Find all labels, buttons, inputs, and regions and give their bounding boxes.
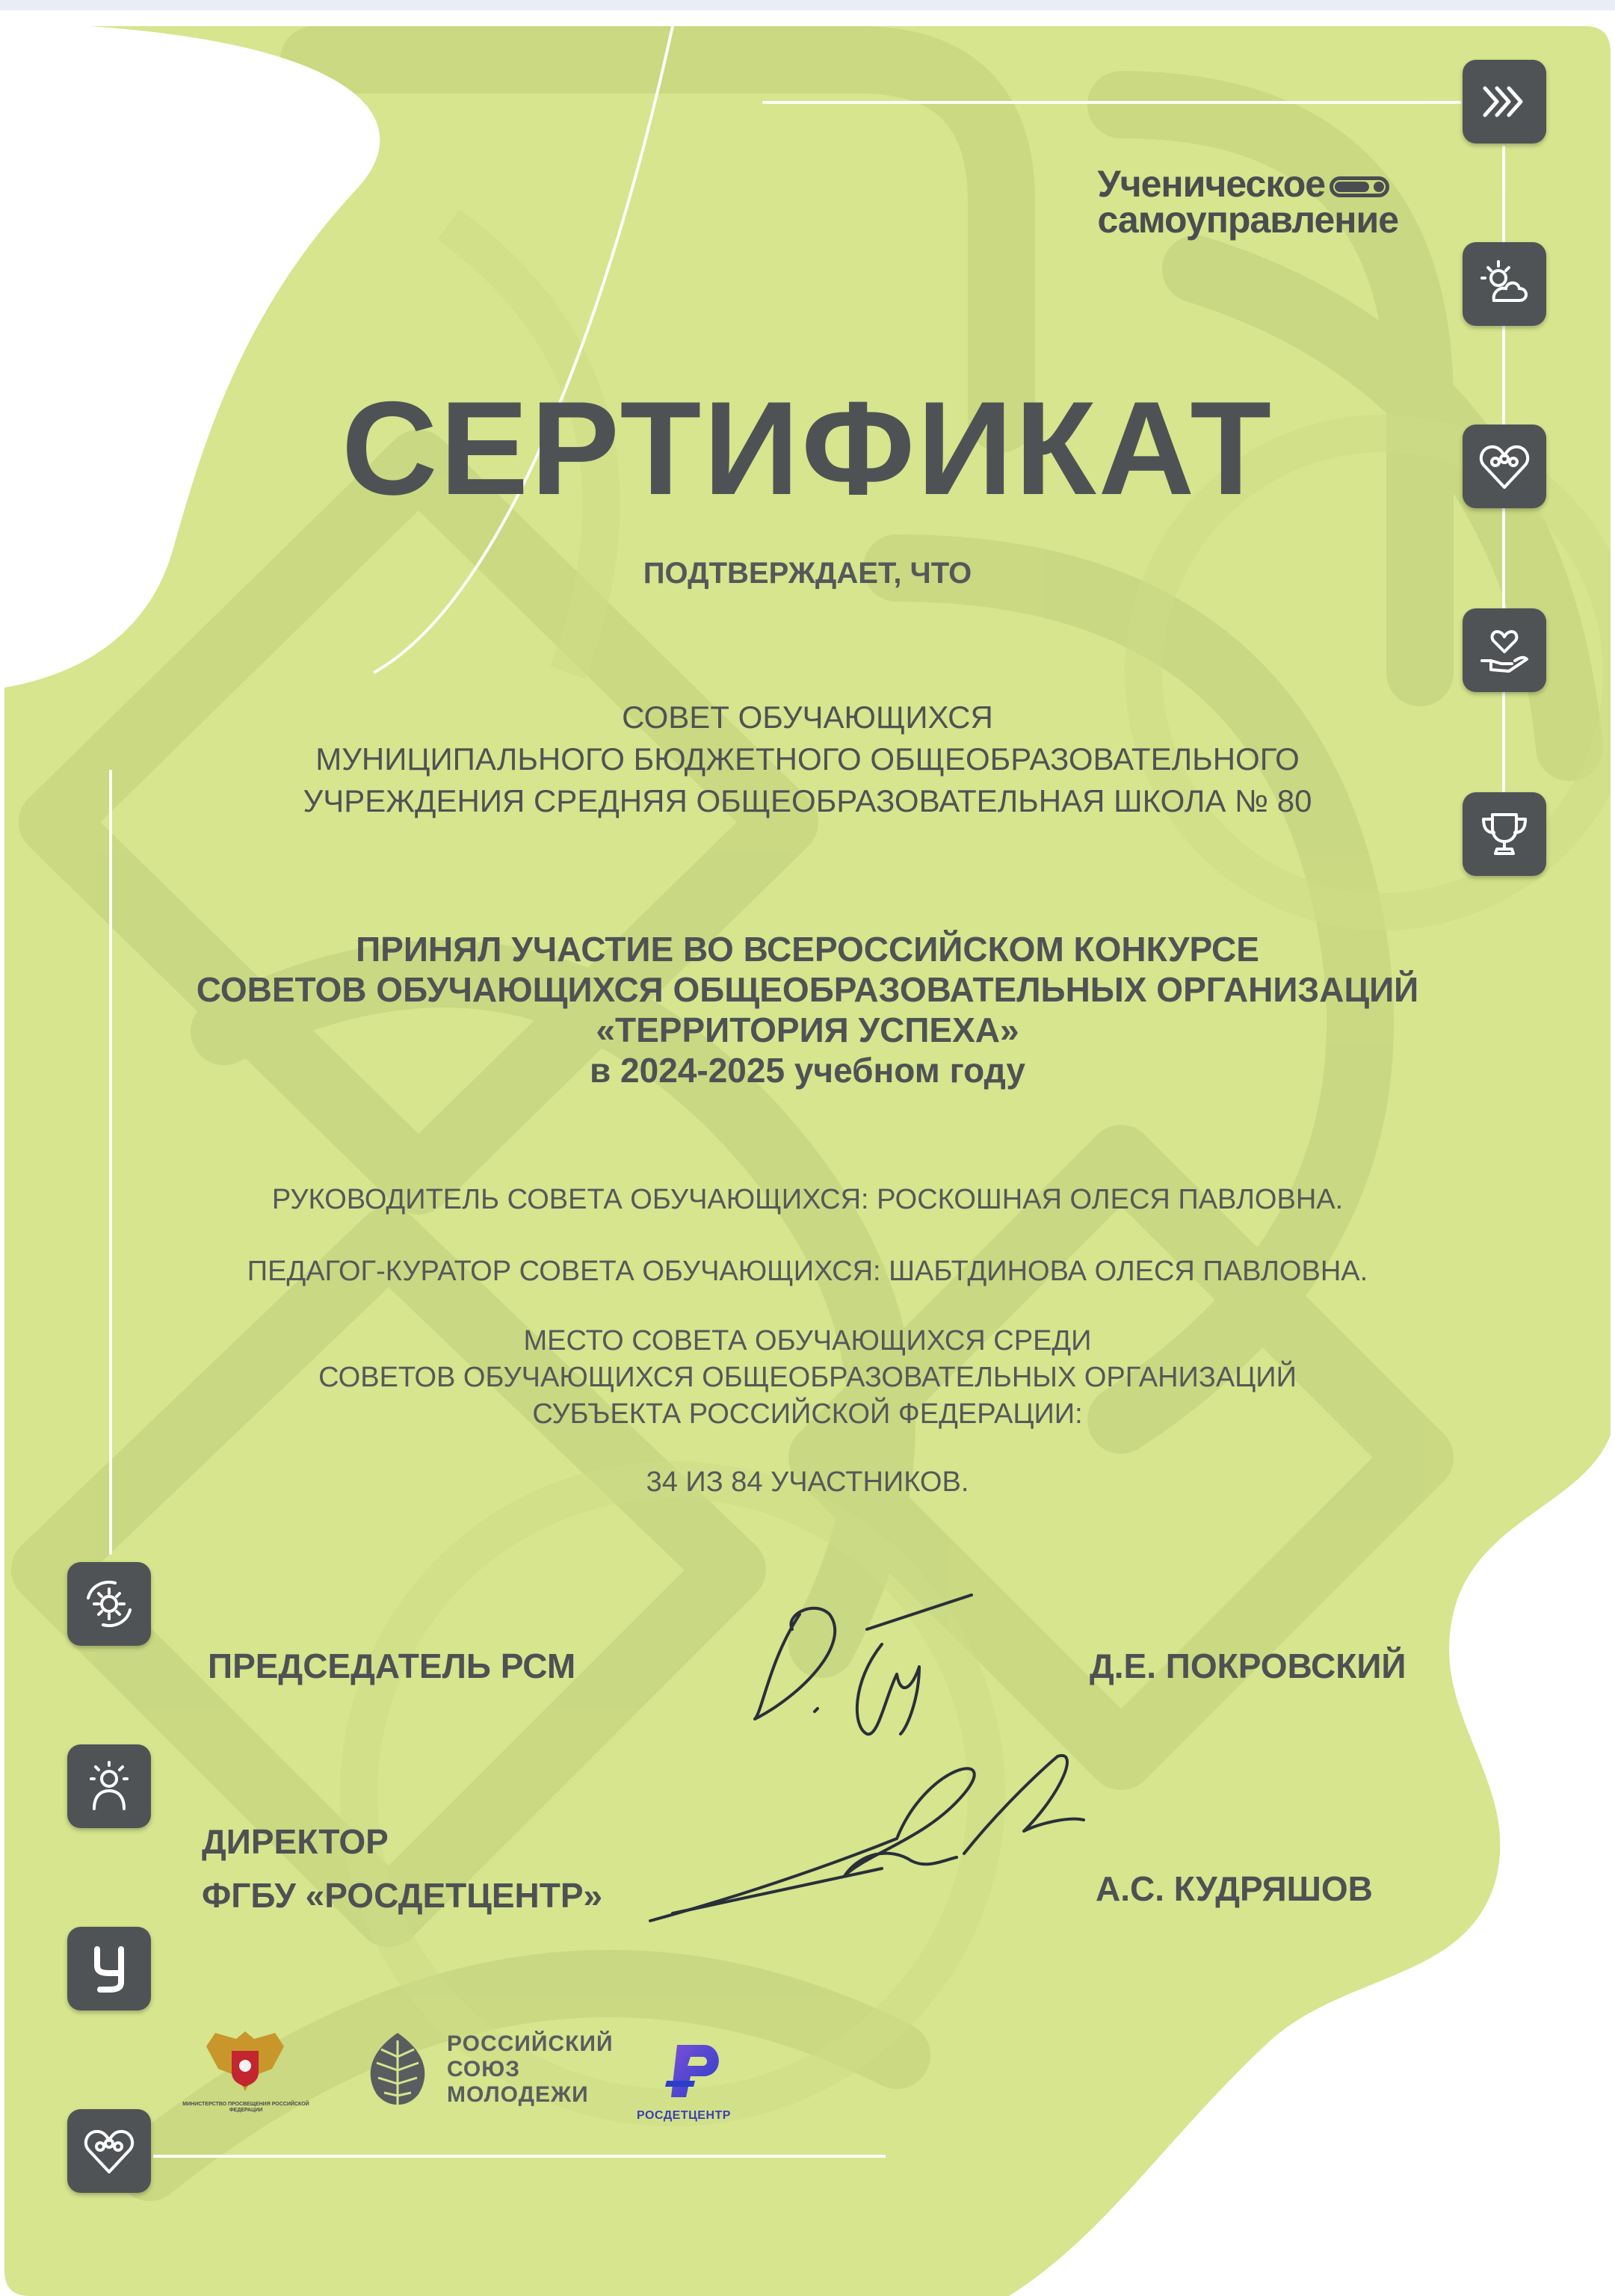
place-line1: МЕСТО СОВЕТА ОБУЧАЮЩИХСЯ СРЕДИ xyxy=(523,1325,1092,1357)
achievement-block xyxy=(0,929,1615,1090)
hand-heart-icon xyxy=(1463,608,1546,692)
student-government-logo xyxy=(1097,163,1398,241)
achievement-line1: ПРИНЯЛ УЧАСТИЕ ВО ВСЕРОССИЙСКОМ КОНКУРСЕ xyxy=(356,930,1259,969)
director-name: А.С. КУДРЯШОВ xyxy=(1096,1869,1373,1908)
achievement-line2: СОВЕТОВ ОБУЧАЮЩИХСЯ ОБЩЕОБРАЗОВАТЕЛЬНЫХ ОРГАНИЗАЦИЙ xyxy=(196,970,1419,1009)
chair-signature xyxy=(740,1584,986,1749)
recipient-line2: МУНИЦИПАЛЬНОГО БЮДЖЕТНОГО ОБЩЕОБРАЗОВАТЕЛЬНОГО xyxy=(315,741,1300,777)
rsm-line1: РОССИЙСКИЙ xyxy=(447,2031,614,2056)
toggle-icon xyxy=(1330,176,1389,197)
director-title xyxy=(202,1815,602,1922)
sun-cloud-icon xyxy=(1463,242,1546,326)
recipient-line3: УЧРЕЖДЕНИЯ СРЕДНЯЯ ОБЩЕОБРАЗОВАТЕЛЬНАЯ ШКОЛА № 80 xyxy=(303,783,1312,818)
rsm-leaf-logo xyxy=(362,2030,433,2112)
ministry-caption: МИНИСТЕРСТВО ПРОСВЕЩЕНИЯ РОССИЙСКОЙ ФЕДЕРАЦИИ xyxy=(182,2102,309,2113)
gear-cycle-icon xyxy=(67,1562,151,1646)
achievement-line3: «ТЕРРИТОРИЯ УСПЕХА» xyxy=(596,1010,1019,1049)
chair-name: Д.Е. ПОКРОВСКИЙ xyxy=(1090,1647,1406,1685)
rosdetcenter-text: РОСДЕТЦЕНТР xyxy=(637,2109,731,2122)
logo-line2: самоуправление xyxy=(1097,199,1398,241)
rsm-logo-text xyxy=(447,2031,614,2108)
heart-people-icon xyxy=(67,2109,151,2193)
place-line2: СОВЕТОВ ОБУЧАЮЩИХСЯ ОБЩЕОБРАЗОВАТЕЛЬНЫХ ОРГАНИЗАЦИЙ xyxy=(318,1362,1297,1393)
leader-text: РУКОВОДИТЕЛЬ СОВЕТА ОБУЧАЮЩИХСЯ: РОСКОШНАЯ ОЛЕСЯ ПАВЛОВНА. xyxy=(271,1184,1344,1215)
confirms-text: ПОДТВЕРЖДАЕТ, ЧТО xyxy=(643,557,972,590)
rsm-line3: МОЛОДЕЖИ xyxy=(447,2082,589,2107)
place-line3: СУБЪЕКТА РОССИЙСКОЙ ФЕДЕРАЦИИ: xyxy=(532,1398,1083,1430)
ministry-emblem-logo xyxy=(200,2024,290,2102)
bulb-person-icon xyxy=(67,1744,151,1828)
heart-people-icon xyxy=(1463,425,1546,508)
achievement-line4: в 2024-2025 учебном году xyxy=(590,1051,1025,1090)
letter-u-icon xyxy=(67,1927,151,2010)
chair-title: ПРЕДСЕДАТЕЛЬ РСМ xyxy=(208,1647,576,1685)
double-chevron-icon xyxy=(1463,60,1546,144)
rsm-line2: СОЮЗ xyxy=(447,2057,520,2081)
director-title-line2: ФГБУ «РОСДЕТЦЕНТР» xyxy=(202,1876,603,1915)
rosdetcenter-logo xyxy=(661,2034,732,2106)
certificate-title: СЕРТИФИКАТ xyxy=(341,374,1274,522)
director-signature xyxy=(643,1749,1121,1936)
logo-line1: Ученическое xyxy=(1097,163,1326,205)
director-title-line1: ДИРЕКТОР xyxy=(202,1822,389,1861)
recipient-block xyxy=(0,697,1615,822)
place-block xyxy=(0,1323,1615,1433)
curator-text: ПЕДАГОГ-КУРАТОР СОВЕТА ОБУЧАЮЩИХСЯ: ШАБТДИНОВА ОЛЕСЯ ПАВЛОВНА. xyxy=(247,1256,1368,1287)
trophy-icon xyxy=(1463,792,1546,876)
result-text: 34 ИЗ 84 УЧАСТНИКОВ. xyxy=(646,1466,969,1498)
recipient-line1: СОВЕТ ОБУЧАЮЩИХСЯ xyxy=(622,700,993,735)
